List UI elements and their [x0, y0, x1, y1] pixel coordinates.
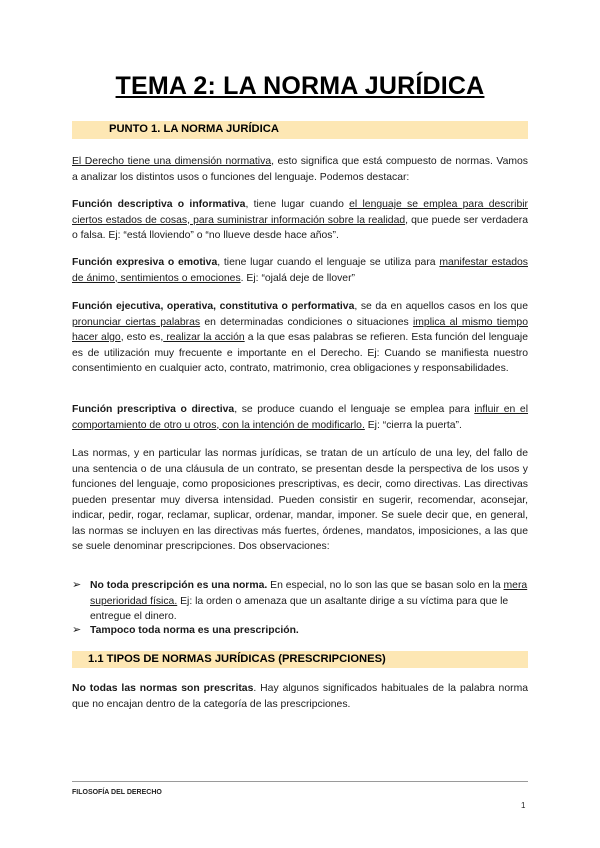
underlined-text: manifestar estados de ánimo, sentimientos o emociones [72, 257, 528, 284]
page-number: 1 [521, 801, 526, 810]
bullet-item [72, 578, 528, 625]
footer-divider [72, 781, 528, 782]
term-expresiva: Función expresiva o emotiva [72, 257, 218, 268]
text: En especial, no lo son las que se basan solo en la [267, 580, 504, 591]
paragraph-funcion-expresiva [72, 255, 528, 286]
text: a la que esas palabras se refieren. Esta función del lenguaje es de utilización muy frecuente e importante en el Derecho. Ej: Cuando se manifiesta nuestro consentimiento en cualquier acto, contrato, matrimonio, crea obligaciones y responsabilidades. [72, 332, 528, 374]
term-descriptiva: Función descriptiva o informativa [72, 199, 246, 210]
paragraph-funcion-ejecutiva [72, 299, 528, 377]
section-heading-punto-1 [72, 121, 528, 139]
text: Ej: “cierra la puerta”. [364, 419, 462, 431]
paragraph-funcion-descriptiva [72, 197, 528, 244]
bullet-bold-text: Tampoco toda norma es una prescripción. [90, 625, 299, 636]
underlined-text: mera superioridad física. [90, 580, 528, 607]
text: , esto es, [120, 332, 164, 343]
text: , que puede ser verdadera o falsa. Ej: “está lloviendo” o “no llueve desde hace años”. [72, 214, 528, 241]
section-heading-1-1 [72, 651, 528, 668]
bullet-item [72, 623, 528, 639]
intro-paragraph [72, 154, 528, 185]
section-heading-text: 1.1 TIPOS DE NORMAS JURÍDICAS (PRESCRIPCIONES) [88, 653, 386, 665]
underlined-text: el lenguaje se emplea para describir ciertos estados de cosas, para suministrar información sobre la realidad [72, 199, 528, 226]
text: , se da en aquellos casos en los que [354, 301, 528, 312]
text: en determinadas condiciones o situaciones [200, 316, 413, 328]
text: , se produce cuando el lenguaje se emplea para [234, 404, 475, 415]
text: . Ej: “ojalá deje de llover” [240, 272, 356, 284]
arrow-bullet-icon: ➢ [72, 624, 82, 636]
underlined-text: pronunciar ciertas palabras [72, 316, 201, 328]
underlined-text: realizar la acción [163, 332, 245, 343]
section-heading-text: PUNTO 1. LA NORMA JURÍDICA [109, 123, 279, 135]
paragraph-funcion-prescriptiva [72, 402, 528, 433]
page-title: TEMA 2: LA NORMA JURÍDICA [115, 72, 485, 100]
text: , tiene lugar cuando [245, 199, 350, 210]
text: Ej: la orden o amenaza que un asaltante dirige a su víctima para que le entregue el dinero. [90, 595, 509, 622]
bullet-bold-text: No toda prescripción es una norma. [90, 580, 268, 591]
footer-subject: FILOSOFÍA DEL DERECHO [72, 789, 162, 796]
paragraph-normas: Las normas, y en particular las normas jurídicas, se tratan de un artículo de una ley, del fallo de una sentencia o de una cláusula de un contrato, se presentan desde la perspectiva de los usos y funciones del lenguaje, como proposiciones prescriptivas, es decir, como directivas. Las directivas pueden presentar muy diversa intensidad. Pueden consistir en sugerir, recomendar, aconsejar, indicar, pedir, rogar, reclamar, suplicar, ordenar, mandar, imponer. Se suele decir que, en general, las normas se incluyen en las directivas más fuertes, órdenes, mandatos, imposiciones, a las que se suele denominar prescripciones. Dos observaciones: [72, 448, 528, 552]
arrow-bullet-icon: ➢ [72, 579, 82, 591]
intro-underlined: El Derecho tiene una dimensión normativa [72, 156, 272, 167]
underlined-text: influir en el comportamiento de otro u otros, con la intención de modificarlo. [72, 404, 529, 431]
term-ejecutiva: Función ejecutiva, operativa, constitutiva o performativa [72, 301, 355, 312]
intro-text: , esto significa que está compuesto de normas. Vamos a analizar los distintos usos o funciones del lenguaje. Podemos destacar: [72, 156, 528, 183]
underlined-text: implica al mismo tiempo hacer algo [72, 316, 528, 343]
text: . Hay algunos significados habituales de la palabra norma que no encajan dentro de la categoría de las prescripciones. [72, 683, 529, 710]
text: , tiene lugar cuando el lenguaje se utiliza para [217, 257, 440, 268]
paragraph-tipos [72, 681, 528, 712]
term-prescriptiva: Función prescriptiva o directiva [72, 404, 235, 415]
term-no-todas: No todas las normas son prescritas [72, 683, 254, 694]
